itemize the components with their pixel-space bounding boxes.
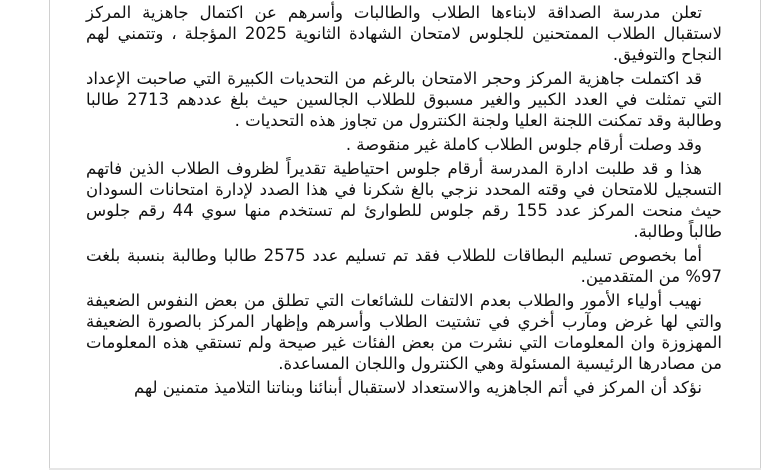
- paragraph-challenges: قد اكتملت جاهزية المركز وحجر الامتحان بالرغم من التحديات الكبيرة التي صاحبت الإعداد التي تمثلت في العدد الكبير والغير مسبوق للطلاب الجالسين حيث بلغ عددهم 2713 طالبا وطالبة وقد تمكنت اللجنة العليا ولجنة الكنترول من تجاوز هذه التحديات .: [86, 69, 722, 130]
- paragraph-rumors-warning: نهيب أولياء الأمور والطلاب بعدم الالتفات للشائعات التي تطلق من بعض النفوس الضعيفة والتي لها غرض ومآرب أخري في تشتيت الطلاب وأسرهم وإظهار المركز بالصورة الضعيفة المهزوزة وان المعلومات التي نشرت من بعض الفئات غير صيحة ولم تستقي هذه المعلومات من مصادرها الرئيسية المسئولة وهي الكنترول واللجان المساعدة.: [86, 291, 722, 373]
- page-border-right: [760, 0, 761, 470]
- page-border-left: [49, 0, 50, 470]
- paragraph-reserve-numbers: هذا و قد طلبت ادارة المدرسة أرقام جلوس احتياطية تقديراً لظروف الطلاب الذين فاتهم التسجيل للامتحان في وقته المحدد نزجي بالغ شكرنا في هذا الصدد لإدارة امتحانات السودان حيث منحت المركز عدد 155 رقم جلوس للطوارئ لم تستخدم منها سوي 44 رقم جلوس طالباً وطالبة.: [86, 159, 723, 241]
- paragraph-seat-numbers: وقد وصلت أرقام جلوس الطلاب كاملة غير منقوصة .: [345, 135, 702, 154]
- announcement-body: [86, 2, 722, 401]
- paragraph-cards-delivery: أما بخصوص تسليم البطاقات للطلاب فقد تم تسليم عدد 2575 طالبا وطالبة بنسبة بلغت 97% من المتقدمين.: [86, 246, 722, 286]
- paragraph-readiness: تعلن مدرسة الصداقة لابناءها الطلاب والطالبات وأسرهم عن اكتمال جاهزية المركز لاستقبال الطلاب الممتحنين للجلوس لامتحان الشهادة الثانوية 2025 المؤجلة ، وتتمني لهم النجاح والتوفيق.: [86, 3, 722, 64]
- paragraph-final-assurance: نؤكد أن المركز في أتم الجاهزيه والاستعداد لاستقبال أبنائنا وبناتنا التلاميذ متمنين لهم: [133, 378, 702, 397]
